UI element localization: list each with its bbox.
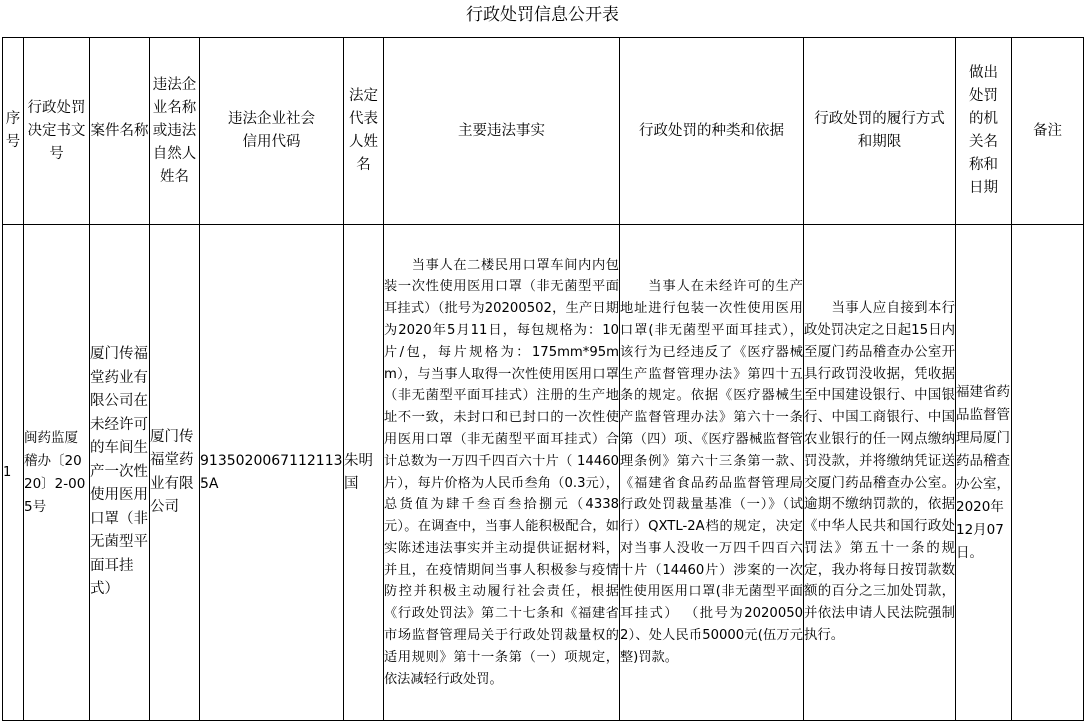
header-penalty: 行政处罚的种类和依据 — [620, 38, 804, 225]
header-seq: 序号 — [3, 38, 24, 225]
page-title: 行政处罚信息公开表 — [466, 5, 619, 25]
table-header-row — [3, 38, 1084, 225]
header-legal-rep: 法定代表人姓名 — [344, 38, 384, 225]
penalty-info-table — [2, 37, 1084, 721]
header-execution: 行政处罚的履行方式和期限 — [804, 38, 956, 225]
cell-doc-no: 闽药监厦稽办〔2020〕2-005号 — [24, 225, 90, 721]
header-authority: 做出处罚的机关名称和日期 — [956, 38, 1012, 225]
cell-seq: 1 — [3, 225, 24, 721]
header-remarks: 备注 — [1012, 38, 1084, 225]
header-doc-no: 行政处罚决定书文号 — [24, 38, 90, 225]
header-violator: 违法企业名称或违法自然人姓名 — [150, 38, 200, 225]
cell-violator: 厦门传福堂药业有限公司 — [150, 225, 200, 721]
cell-legal-rep: 朱明国 — [344, 225, 384, 721]
cell-remarks — [1012, 225, 1084, 721]
header-case-name: 案件名称 — [90, 38, 150, 225]
header-facts: 主要违法事实 — [384, 38, 620, 225]
cell-penalty: 当事人在未经许可的生产地址进行包装一次性使用医用口罩(非无菌型平面耳挂式），该行为已经违反了《医疗器械生产监督管理办法》第四十五条的规定。依据《医疗器械生产监督管理办法》第六十一条第（四）项、《医疗器械监督管理条例》第六十三条第一款、《福建省食品药品监督管理局行政处罚裁量基准（一）》（试行）QXTL-2A档的规定，决定对当事人没收一万四千四百六十片（14460片）涉案的一次性使用医用口罩(非无菌型平面耳挂式） （批号为20200502）、处人民币50000元(伍万元整)罚款。 — [620, 225, 804, 721]
cell-credit-code: 91350200671121135A — [200, 225, 344, 721]
cell-execution: 当事人应自接到本行政处罚决定之日起15日内至厦门药品稽查办公室开具行政罚没收据，凭收据至中国建设银行、中国银行、中国工商银行、中国农业银行的任一网点缴纳罚没款，并将缴纳凭证送交厦门药品稽查办公室。逾期不缴纳罚款的，依据《中华人民共和国行政处罚法》第五十一条的规定，我办将每日按罚款数额的百分之三加处罚款，并依法申请人民法院强制执行。 — [804, 225, 956, 721]
cell-case-name: 厦门传福堂药业有限公司在未经许可的车间生产一次性使用医用口罩（非无菌型平面耳挂式） — [90, 225, 150, 721]
header-credit-code: 违法企业社会信用代码 — [200, 38, 344, 225]
table-row — [3, 225, 1084, 721]
cell-authority: 福建省药品监督管理局厦门药品稽查办公室，2020年12月07日。 — [956, 225, 1012, 721]
cell-facts: 当事人在二楼民用口罩车间内内包装一次性使用医用口罩（非无菌型平面耳挂式）（批号为20200502，生产日期为2020年5月11日，每包规格为：10片/包，每片规格为：175mm*95mm），与当事人取得一次性使用医用口罩（非无菌型平面耳挂式）注册的生产地址不一致，未封口和已封口的一次性使用医用口罩（非无菌型平面耳挂式）合计总数为一万四千四百六十片（ 14460片），每片价格为人民币叁角（0.3元），总货值为肆千叁百叁拾捌元（4338元）。在调查中，当事人能积极配合，如实陈述违法事实并主动提供证据材料，并且，在疫情期间当事人积极参与疫情防控并积极主动履行社会责任，根据《行政处罚法》第二十七条和《福建省市场监督管理局关于行政处罚裁量权的适用规则》第十一条第（一）项规定，依法减轻行政处罚。 — [384, 225, 620, 721]
